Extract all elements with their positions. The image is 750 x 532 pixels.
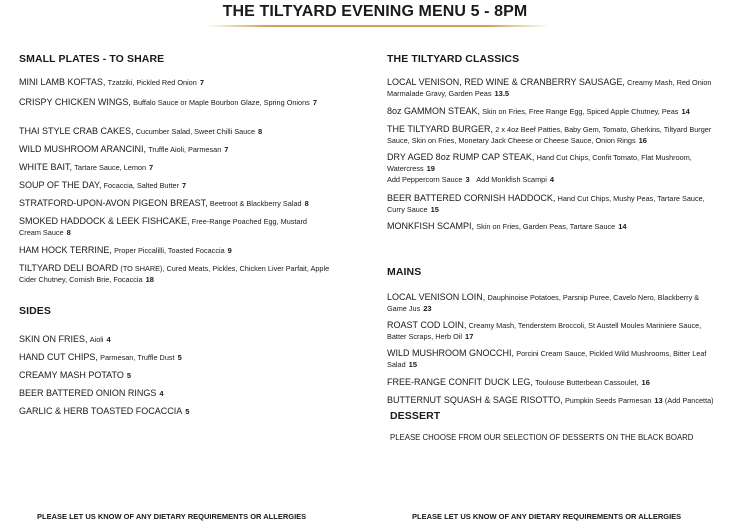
- menu-item: BUTTERNUT SQUASH & SAGE RISOTTO, Pumpkin Seeds Parmesan 13 (Add Pancetta): [387, 395, 714, 405]
- dessert-heading: DESSERT: [390, 410, 441, 422]
- menu-item: LOCAL VENISON, RED WINE & CRANBERRY SAUSAGE, Creamy Mash, Red Onion Marmalade Gravy, Garden Peas 13.5: [387, 77, 712, 98]
- menu-item: MINI LAMB KOFTAS, Tzatziki, Pickled Red Onion 7: [19, 77, 204, 87]
- small-plates-heading: SMALL PLATES - TO SHARE: [19, 53, 165, 65]
- menu-item: SOUP OF THE DAY, Focaccia, Salted Butter 7: [19, 180, 187, 190]
- sides-heading: SIDES: [19, 305, 52, 317]
- menu-item: CRISPY CHICKEN WINGS, Buffalo Sauce or Maple Bourbon Glaze, Spring Onions 7: [19, 97, 317, 107]
- dessert-text: PLEASE CHOOSE FROM OUR SELECTION OF DESSERTS ON THE BLACK BOARD: [390, 433, 694, 442]
- menu-item: 8oz GAMMON STEAK, Skin on Fries, Free Range Egg, Spiced Apple Chutney, Peas 14: [387, 106, 690, 116]
- menu-item: HAM HOCK TERRINE, Proper Piccalilli, Toasted Focaccia 9: [19, 245, 232, 255]
- menu-item: ROAST COD LOIN, Creamy Mash, Tenderstem Broccoli, St Austell Moules Mariniere Sauce, Batter Scraps, Herb Oil 17: [387, 320, 702, 341]
- menu-item: BEER BATTERED ONION RINGS 4: [19, 388, 164, 398]
- menu-item: GARLIC & HERB TOASTED FOCACCIA 5: [19, 406, 190, 416]
- menu-item: BEER BATTERED CORNISH HADDOCK, Hand Cut Chips, Mushy Peas, Tartare Sauce, Curry Sauce 15: [387, 193, 705, 214]
- menu-item: STRATFORD-UPON-AVON PIGEON BREAST, Beetroot & Blackberry Salad 8: [19, 198, 309, 208]
- menu-title: THE TILTYARD EVENING MENU 5 - 8PM: [222, 3, 528, 20]
- menu-item: HAND CUT CHIPS, Parmesan, Truffle Dust 5: [19, 352, 182, 362]
- menu-item: FREE-RANGE CONFIT DUCK LEG, Toulouse Butterbean Cassoulet, 16: [387, 377, 650, 387]
- allergy-notice-left: PLEASE LET US KNOW OF ANY DIETARY REQUIREMENTS OR ALLERGIES: [37, 512, 307, 521]
- menu-item: THE TILTYARD BURGER, 2 x 4oz Beef Patties, Baby Gem, Tomato, Gherkins, Tiltyard Burger Sauce, Skin on Fries, Monetary Jack Cheese or Cheese Sauce, Onion Rings 16: [387, 124, 712, 145]
- menu-item: WHITE BAIT, Tartare Sauce, Lemon 7: [19, 162, 154, 172]
- menu-item: CREAMY MASH POTATO 5: [19, 370, 132, 380]
- classics-heading: THE TILTYARD CLASSICS: [387, 53, 520, 65]
- title-underline: [205, 25, 550, 27]
- menu-item: LOCAL VENISON LOIN, Dauphinoise Potatoes, Parsnip Puree, Cavelo Nero, Blackberry & Game Jus 23: [387, 292, 700, 313]
- menu-item: TILTYARD DELI BOARD (TO SHARE), Cured Meats, Pickles, Chicken Liver Parfait, Apple Cider Chutney, Cornish Brie, Focaccia 18: [19, 263, 330, 284]
- menu-item: SKIN ON FRIES, Aioli 4: [19, 334, 111, 344]
- menu-item: THAI STYLE CRAB CAKES, Cucumber Salad, Sweet Chilli Sauce 8: [19, 126, 263, 136]
- menu-item: DRY AGED 8oz RUMP CAP STEAK, Hand Cut Chips, Confit Tomato, Flat Mushroom, Watercress 19: [387, 152, 692, 173]
- menu-item: WILD MUSHROOM GNOCCHI, Porcini Cream Sauce, Pickled Wild Mushrooms, Bitter Leaf Salad 15: [387, 348, 707, 369]
- steak-extras: Add Peppercorn Sauce 3 Add Monkfish Scampi 4: [387, 175, 555, 184]
- menu-item: WILD MUSHROOM ARANCINI, Truffle Aioli, Parmesan 7: [19, 144, 229, 154]
- menu-item: SMOKED HADDOCK & LEEK FISHCAKE, Free-Range Poached Egg, Mustard Cream Sauce 8: [19, 216, 307, 237]
- allergy-notice-right: PLEASE LET US KNOW OF ANY DIETARY REQUIREMENTS OR ALLERGIES: [412, 512, 682, 521]
- mains-heading: MAINS: [387, 266, 422, 278]
- menu-item: MONKFISH SCAMPI, Skin on Fries, Garden Peas, Tartare Sauce 14: [387, 221, 627, 231]
